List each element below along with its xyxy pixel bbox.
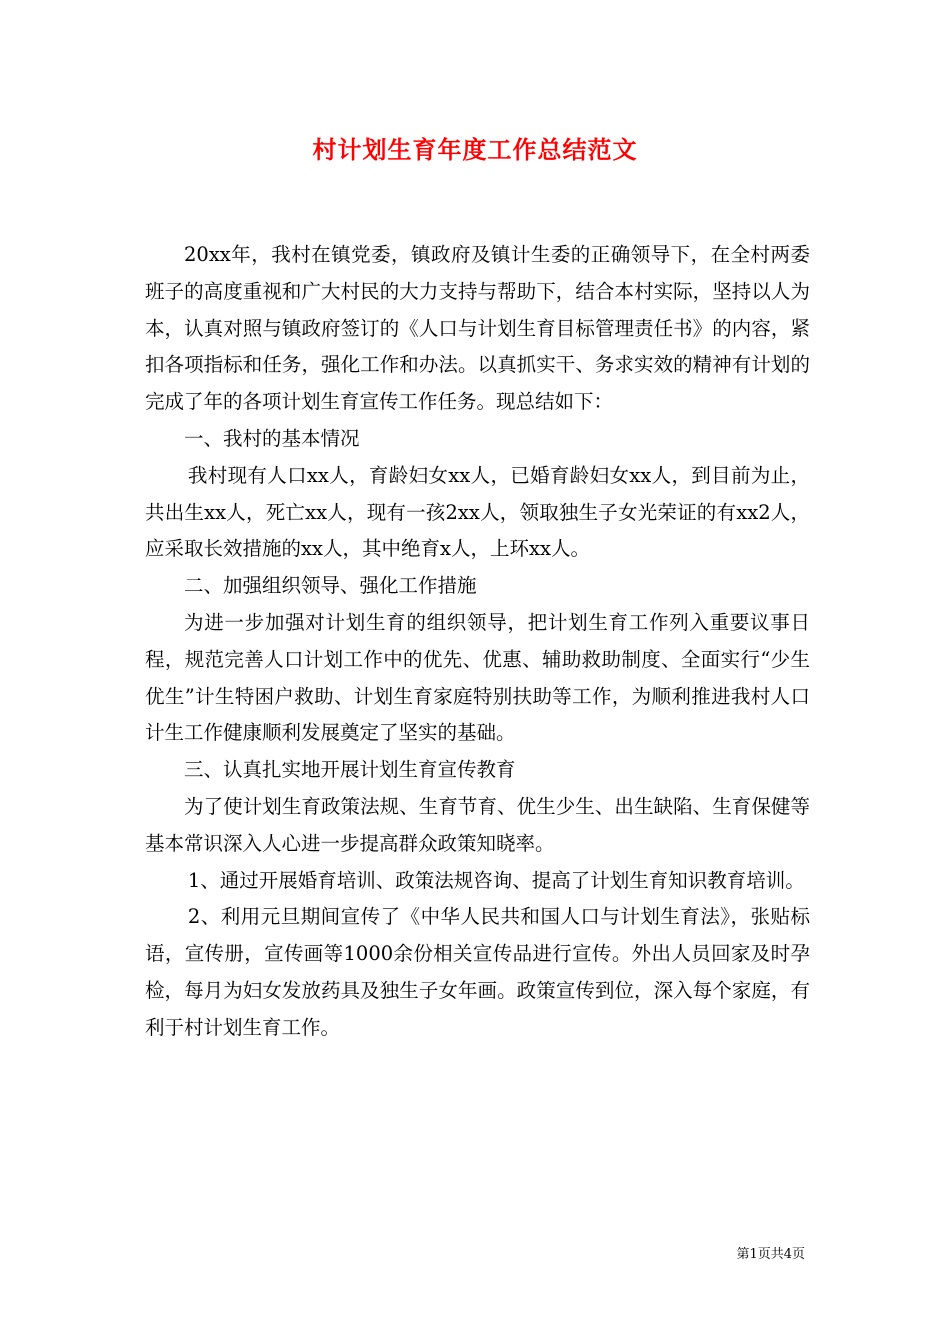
section-heading-2: 二、加强组织领导、强化工作措施 — [184, 574, 477, 598]
paragraph-education: 为了使计划生育政策法规、生育节育、优生少生、出生缺陷、生育保健等基本常识深入人心进一步提高群众政策知晓率。 — [145, 794, 810, 855]
page-number-footer: 第1页共4页 — [736, 1247, 805, 1262]
paragraph-item-2: 2、利用元旦期间宣传了《中华人民共和国人口与计划生育法》，张贴标语，宣传册，宣传画等1000余份相关宣传品进行宣传。外出人员回家及时孕检，每月为妇女发放药具及独生子女年画。政策宣传到位，深入每个家庭，有利于村计划生育工作。 — [145, 905, 810, 1039]
paragraph-item-1: 1、通过开展婚育培训、政策法规咨询、提高了计划生育知识教育培训。 — [187, 868, 805, 892]
paragraph-organization: 为进一步加强对计划生育的组织领导，把计划生育工作列入重要议事日程，规范完善人口计划工作中的优先、优惠、辅助救助制度、全面实行“少生优生”计生特困户救助、计划生育家庭特别扶助等工作，为顺利推进我村人口计生工作健康顺利发展奠定了坚实的基础。 — [145, 610, 810, 745]
page-title: 村计划生育年度工作总结范文 — [312, 135, 638, 164]
section-heading-3: 三、认真扎实地开展计划生育宣传教育 — [184, 758, 516, 782]
paragraph-basic-situation: 我村现有人口xx人，育龄妇女xx人，已婚育龄妇女xx人，到目前为止，共出生xx人，死亡xx人，现有一孩2xx人，领取独生子女光荣证的有xx2人，应采取长效措施的xx人，其中绝育x人，上环xx人。 — [145, 463, 810, 561]
section-heading-1: 一、我村的基本情况 — [184, 426, 360, 450]
paragraph-intro: 20xx年，我村在镇党委，镇政府及镇计生委的正确领导下，在全村两委班子的高度重视和广大村民的大力支持与帮助下，结合本村实际，坚持以人为本，认真对照与镇政府签订的《人口与计划生育目标管理责任书》的内容，紧扣各项指标和任务，强化工作和办法。以真抓实干、务求实效的精神有计划的完成了年的各项计划生育宣传工作任务。现总结如下： — [145, 243, 810, 414]
document-body — [145, 237, 810, 1047]
